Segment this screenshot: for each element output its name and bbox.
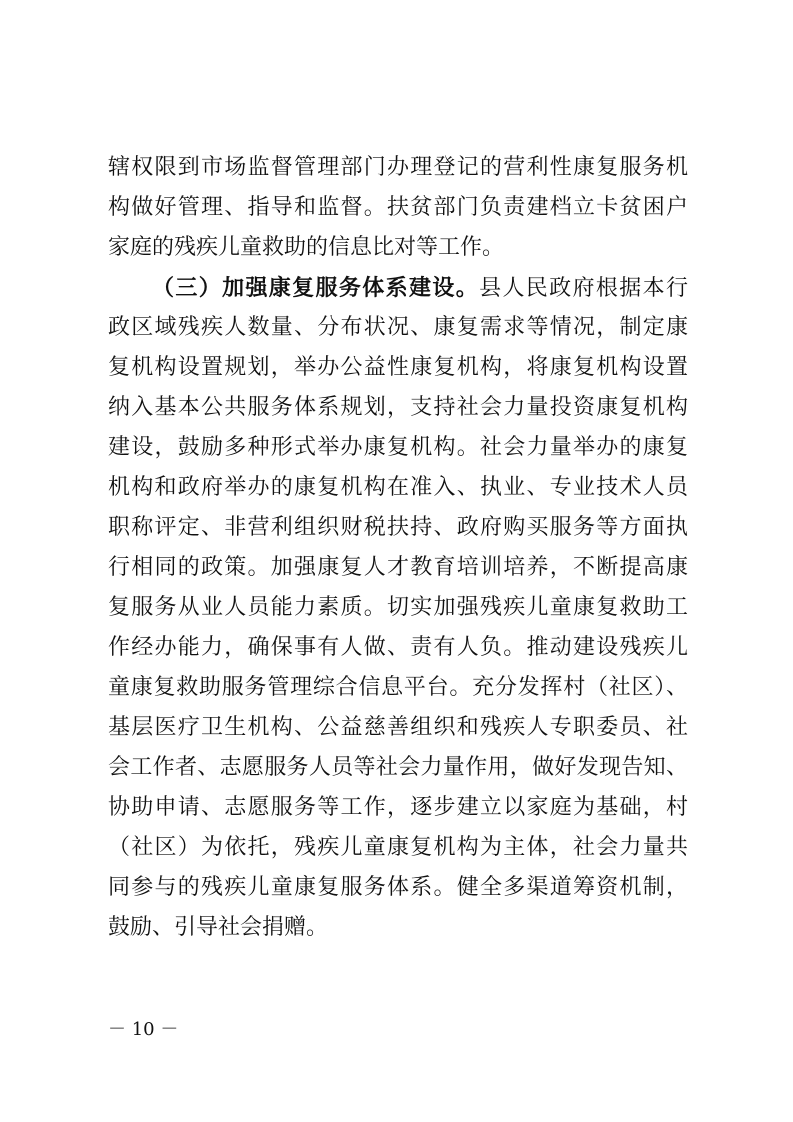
paragraph-line: 同参与的残疾儿童康复服务体系。健全多渠道筹资机制， [108,875,688,900]
section-first-line-text: 县人民政府根据本行 [479,276,688,301]
paragraph-line: 会工作者、志愿服务人员等社会力量作用，做好发现告知、 [108,755,688,780]
paragraph-line: 辖权限到市场监督管理部门办理登记的营利性康复服务机 [108,155,688,180]
paragraph-line: 基层医疗卫生机构、公益慈善组织和残疾人专职委员、社 [108,715,688,740]
paragraph-line: 机构和政府举办的康复机构在准入、执业、专业技术人员 [108,475,688,500]
page-number: － 10 － [108,1019,179,1040]
paragraph-line: 复服务从业人员能力素质。切实加强残疾儿童康复救助工 [108,595,688,620]
paragraph-line: 纳入基本公共服务体系规划，支持社会力量投资康复机构 [108,395,688,420]
section-heading: （三）加强康复服务体系建设。 [152,275,480,301]
paragraph-line: 家庭的残疾儿童救助的信息比对等工作。 [108,235,505,260]
paragraph-line: 职称评定、非营利组织财税扶持、政府购买服务等方面执 [108,515,688,540]
paragraph-line: 童康复救助服务管理综合信息平台。充分发挥村（社区）、 [108,675,688,700]
paragraph-line: 政区域残疾人数量、分布状况、康复需求等情况，制定康 [108,315,688,340]
paragraph-line: 作经办能力，确保事有人做、责有人负。推动建设残疾儿 [108,635,688,660]
body-text [108,148,688,948]
paragraph-line: （社区）为依托，残疾儿童康复机构为主体，社会力量共 [108,835,688,860]
paragraph-line: 鼓励、引导社会捐赠。 [108,915,329,940]
paragraph-line: 行相同的政策。加强康复人才教育培训培养，不断提高康 [108,555,688,580]
section-first-line [108,268,688,308]
paragraph-line: 建设，鼓励多种形式举办康复机构。社会力量举办的康复 [108,435,688,460]
paragraph-line: 协助申请、志愿服务等工作，逐步建立以家庭为基础，村 [108,795,688,820]
paragraph-line: 构做好管理、指导和监督。扶贫部门负责建档立卡贫困户 [108,195,688,220]
paragraph-line: 复机构设置规划，举办公益性康复机构，将康复机构设置 [108,355,688,380]
